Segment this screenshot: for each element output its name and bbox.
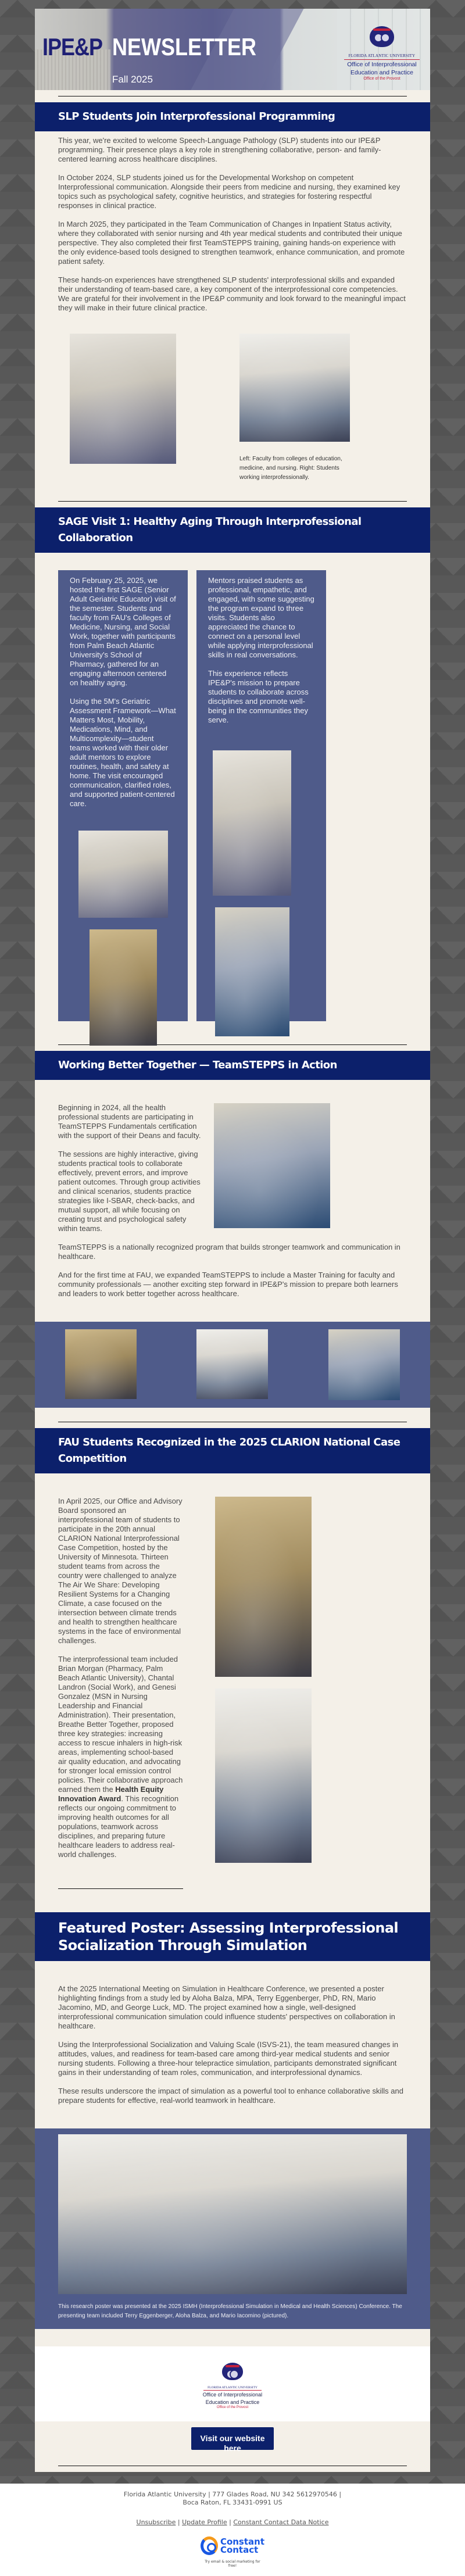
logo-subunit: Office of the Provost	[216, 2406, 249, 2409]
slp-photo-students	[239, 334, 350, 442]
divider	[58, 501, 407, 502]
poster-paragraph: At the 2025 International Meeting on Simulation in Healthcare Conference, we presented a poster highlighting findings from a study led by Aloha Balza, MPA, Terry Eggenberger, PhD, RN, Mario Jacomino, MD, and George Luck, MD. The project examined how a single, well-designed interprofessional communication simulation could influence students' perspectives on collaboration in healthcare.	[58, 1984, 395, 2030]
sage-photo-3	[213, 750, 291, 896]
poster-paragraph: These results underscore the impact of simulation as a powerful tool to enhance collaborative skills and prepare students for effective, real-world teamwork in healthcare.	[58, 2087, 403, 2105]
poster-caption: This research poster was presented at the 2025 ISMH (Interprofessional Simulation in Medical and Health Sciences) Conference. The presenting team included Terry Eggenberger, Aloha Balza, and Mario Iacomino (pictured).	[35, 2294, 430, 2329]
unsubscribe-link[interactable]: Unsubscribe	[136, 2518, 176, 2526]
sage-right-panel	[196, 570, 326, 1021]
newsletter-container	[35, 9, 430, 2472]
logo-subunit: Office of the Provost	[363, 77, 400, 81]
teamstepps-top	[35, 1080, 430, 1233]
logo-office-line1: Office of Interprofessional	[347, 61, 417, 68]
clarion-paragraph: In April 2025, our Office and Advisory Board sponsored an interprofessional team of students to participate in the 20th annual CLARION National Interprofessional Case Competition, hosted by the University of Minnesota. Thirteen student teams from across the country were challenged to analyze The Air We Share: Developing Resilient Systems for a Changing Climate, a case focused on the intersection between climate trends and health to strengthen healthcare systems in the face of environmental challenges.	[58, 1497, 183, 1645]
teamstepps-photo-main	[214, 1103, 330, 1228]
visit-website-button[interactable]: Visit our website here	[191, 2427, 274, 2450]
section-heading-teamstepps: Working Better Together — TeamSTEPPS in Action	[35, 1051, 430, 1080]
sage-paragraph: Mentors praised students as professional, empathetic, and engaged, with some suggesting the program expand to three visits. Students also appreciated the chance to connect on a personal level while applying interprofessional skills in real conversations.	[208, 576, 314, 659]
brand-tagline: Try email & social marketing for free!	[205, 2560, 260, 2568]
teamstepps-paragraph: Beginning in 2024, all the health professional students are participating in TeamSTEPPS Fundamentals certification with the support of their Deans and faculty.	[58, 1103, 201, 1140]
logo-office-line2: Education and Practice	[350, 69, 413, 76]
poster-photo-band	[35, 2128, 430, 2294]
teamstepps-photo-2	[65, 1329, 137, 1399]
slp-photo-faculty	[70, 334, 176, 464]
logo-office-line1: Office of Interprofessional	[202, 2392, 263, 2398]
header-banner	[35, 9, 430, 90]
slp-body	[35, 131, 430, 313]
brand-line1: Constant	[220, 2536, 264, 2547]
teamstepps-photo-strip	[35, 1322, 430, 1408]
slp-paragraph: In March 2025, they participated in the Team Communication of Changes in Inpatient Status activity, where they collaborated with senior nursing and 4th year medical students and contributed their unique perspective. They also completed their first TeamSTEPPS training, gaining hands-on experience with the only evidence-based tools designed to strengthen teamwork, enhance communication, and promote patient safety.	[58, 220, 405, 266]
logo-university: FLORIDA ATLANTIC UNIVERSITY	[344, 53, 420, 60]
divider	[58, 1888, 183, 1889]
fau-ipep-logo	[344, 26, 420, 81]
teamstepps-photo-4	[328, 1329, 400, 1400]
teamstepps-paragraph: TeamSTEPPS is a nationally recognized program that builds stronger teamwork and communication in healthcare.	[58, 1243, 400, 1261]
sage-photo-1	[78, 831, 168, 918]
sage-paragraph: Using the 5M's Geriatric Assessment Framework—What Matters Most, Mobility, Medications, Mind, and Multicomplexity—student teams worked with their older adult mentors to explore routines, health, and safety at home. The visit encouraged communication, clarified roles, and supported patient-centered care.	[70, 697, 176, 808]
sage-paragraph: This experience reflects IPE&P's mission to prepare students to collaborate across disciplines and promote well-being in the communities they serve.	[208, 669, 309, 724]
poster-paragraph: Using the Interprofessional Socialization and Valuing Scale (ISVS-21), the team measured changes in attitudes, values, and readiness for team-based care among third-year medical students and senior nursing students. Following a three-hour telepractice simulation, participants demonstrated significant gains in their understanding of team roles, communication, and interprofessional dynamics.	[58, 2040, 399, 2077]
footer-address: Florida Atlantic University | 777 Glades Road, NU 342 5612970546 | Boca Raton, FL 33431-0991 US	[123, 2491, 342, 2506]
slp-paragraph: This year, we're excited to welcome Speech-Language Pathology (SLP) students into our IPE&P programming. Their presence plays a key role in strengthening collaborative, person- and family-centered learning across healthcare disciplines.	[58, 136, 381, 163]
brand-line2: Contact	[220, 2545, 259, 2555]
poster-photo	[58, 2134, 407, 2294]
data-notice-link[interactable]: Constant Contact Data Notice	[233, 2518, 329, 2526]
clarion-paragraph-award: The interprofessional team included Brian Morgan (Pharmacy, Palm Beach Atlantic University), Chantal Landron (Social Work), and Genesi Gonzalez (MSN in Nursing Leadership and Financial Administration). Their presentation, Breathe Better Together, proposed three key strategies: increasing access to rescue inhalers in high-risk areas, implementing school-based air quality education, and advocating for stronger local emission control policies. Their collaborative approach earned them the Health Equity Innovation Award. This recognition reflects our ongoing commitment to improving health outcomes for all populations, teamwork across disciplines, and preparing future healthcare leaders to address real-world challenges.	[58, 1655, 183, 1859]
teamstepps-paragraph: The sessions are highly interactive, giving students practical tools to collaborate effectively, prevent errors, and improve patient outcomes. Through group activities and clinical scenarios, students practice strategies like I-SBAR, check-backs, and mutual support, all while focusing on creating trust and psychological safety within teams.	[58, 1150, 201, 1233]
owl-icon	[370, 26, 394, 47]
poster-body	[35, 1961, 430, 2128]
owl-icon	[222, 2363, 243, 2380]
footer-logo-band	[35, 2346, 430, 2421]
slp-paragraph: These hands-on experiences have strengthened SLP students' interprofessional skills and expanded their understanding of team-based care, a key component of the interprofessional core competencies. We are grateful for their involvement in the IPE&P community and look forward to the meaningful impact they will make in their future clinical practice.	[58, 276, 406, 312]
slp-photo-caption: Left: Faculty from colleges of education, medicine, and nursing. Right: Students working interprofessionally.	[239, 456, 342, 481]
slp-photo-row	[35, 313, 430, 501]
sage-photo-2	[90, 929, 157, 1046]
teamstepps-body	[35, 1233, 430, 1322]
sage-left-panel	[58, 570, 188, 1021]
award-name: Health Equity Innovation Award	[58, 1785, 164, 1803]
newsletter-title-ipep: IPE&P	[42, 33, 103, 61]
constant-contact-logo-icon	[201, 2536, 218, 2555]
sage-paragraph: On February 25, 2025, we hosted the first SAGE (Senior Adult Geriatric Educator) visit of the semester. Students and faculty from FAU's Colleges of Medicine, Nursing, and Social Work, together with participants from Palm Beach Atlantic University's School of Pharmacy, gathered for an engaging afternoon centered on healthy aging.	[70, 576, 176, 687]
sage-columns	[35, 553, 430, 1042]
update-profile-link[interactable]: Update Profile	[182, 2518, 227, 2526]
teamstepps-paragraph: And for the first time at FAU, we expanded TeamSTEPPS to include a Master Training for faculty and community professionals — another exciting step forward in IPE&P's mission to prepare both learners and leaders to work better together across healthcare.	[58, 1271, 398, 1298]
sage-photo-4	[215, 907, 289, 1036]
section-heading-slp: SLP Students Join Interprofessional Programming	[35, 102, 430, 131]
section-heading-poster: Featured Poster: Assessing Interprofessional Socialization Through Simulation	[35, 1912, 430, 1961]
slp-paragraph: In October 2024, SLP students joined us for the Developmental Workshop on competent Interprofessional communication. Alongside their peers from medicine and nursing, they examined key topics such as psychological safety, cognitive heuristics, and strategies for fostering respectful responses in clinical practice.	[58, 173, 400, 210]
teamstepps-photo-3	[196, 1329, 268, 1399]
section-heading-sage: SAGE Visit 1: Healthy Aging Through Interprofessional Collaboration	[35, 507, 430, 553]
logo-university: FLORIDA ATLANTIC UNIVERSITY	[203, 2386, 262, 2391]
clarion-photo-banner	[215, 1497, 312, 1677]
clarion-content	[35, 1473, 430, 1912]
issue-season: Fall 2025	[112, 74, 153, 85]
newsletter-title: NEWSLETTER	[112, 33, 256, 61]
footer-links: Unsubscribe | Update Profile | Constant Contact Data Notice	[136, 2518, 329, 2526]
logo-office-line2: Education and Practice	[205, 2399, 260, 2405]
section-heading-clarion: FAU Students Recognized in the 2025 CLARION National Case Competition	[35, 1428, 430, 1473]
email-footer	[0, 2484, 465, 2576]
constant-contact-badge[interactable]	[201, 2536, 264, 2568]
clarion-photo-sign	[215, 1688, 312, 1863]
